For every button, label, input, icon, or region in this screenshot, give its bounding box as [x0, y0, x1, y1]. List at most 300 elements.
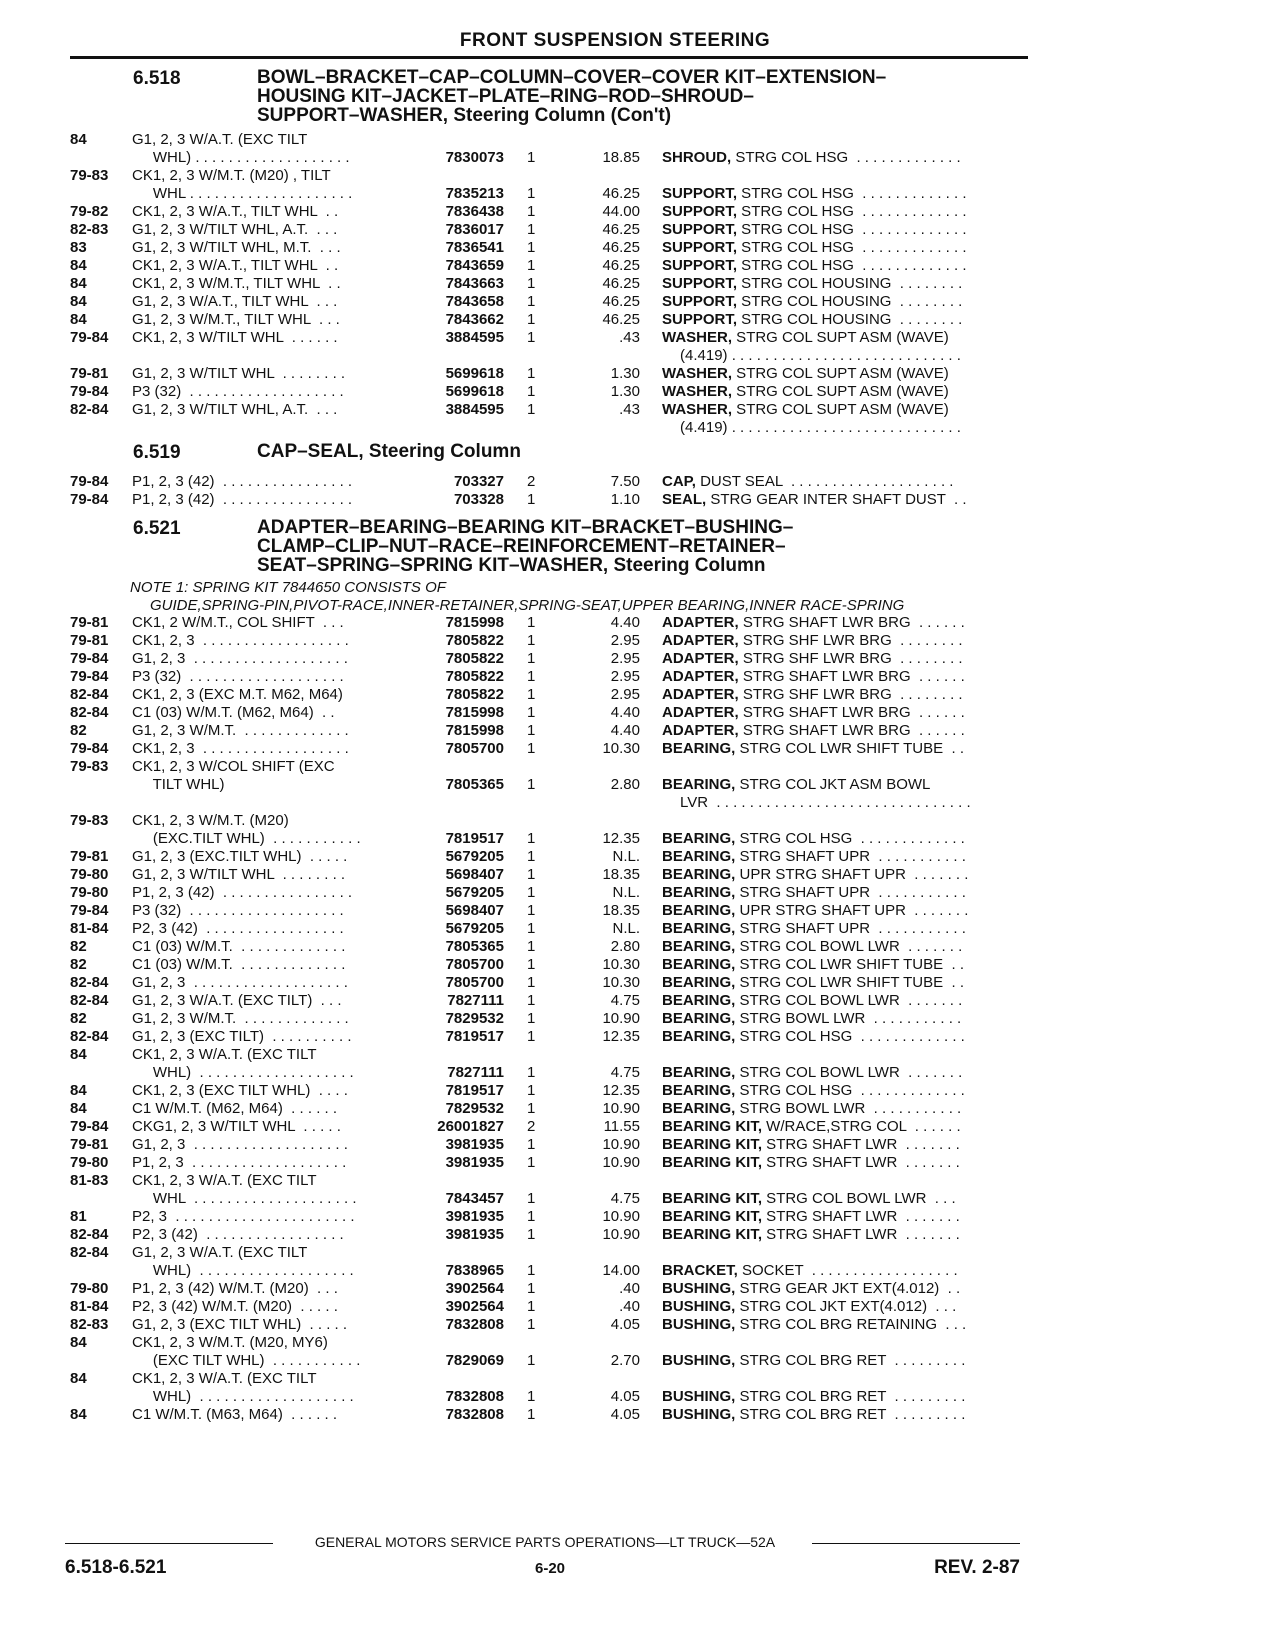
- part-number: 7829532: [445, 1100, 504, 1117]
- part-name: ADAPTER,: [662, 722, 739, 739]
- footer-publisher: GENERAL MOTORS SERVICE PARTS OPERATIONS—LT TRUCK—52A: [314, 1534, 776, 1550]
- application: G1, 2, 3 W/TILT WHL, A.T. . . .: [132, 221, 338, 238]
- table-row: [0, 1135, 1280, 1154]
- application: WHL . . . . . . . . . . . . . . . . . . . .: [132, 185, 353, 202]
- application: CK1, 2, 3 (EXC M.T. M62, M64): [132, 686, 343, 703]
- price: 1.30: [610, 365, 640, 382]
- part-description: STRG COL HSG . . . . . . . . . . . . .: [735, 1028, 965, 1045]
- part-number: 3884595: [445, 401, 504, 418]
- application: P2, 3 (42) . . . . . . . . . . . . . . . . .: [132, 920, 344, 937]
- price: 4.05: [610, 1316, 640, 1333]
- description: [662, 238, 967, 257]
- application: P1, 2, 3 (42) . . . . . . . . . . . . . . . .: [132, 491, 353, 508]
- description: [662, 292, 962, 311]
- application: G1, 2, 3 W/M.T., TILT WHL . . .: [132, 311, 340, 328]
- part-name: CAP,: [662, 473, 696, 490]
- description: [662, 739, 964, 758]
- price: 46.25: [602, 293, 640, 310]
- part-number: 7805365: [445, 938, 504, 955]
- price: 7.50: [610, 473, 640, 490]
- quantity: 1: [527, 239, 536, 256]
- price: 10.90: [602, 1154, 640, 1171]
- model-years: 82: [70, 1010, 87, 1027]
- description: [662, 400, 949, 419]
- model-years: 79-84: [70, 740, 109, 757]
- description: [662, 1261, 958, 1280]
- application: TILT WHL): [132, 776, 225, 793]
- model-years: 79-80: [70, 1154, 109, 1171]
- part-description: STRG COL HSG . . . . . . . . . . . . .: [737, 239, 967, 256]
- description: [662, 1387, 965, 1406]
- model-years: 79-82: [70, 203, 109, 220]
- quantity: 1: [527, 311, 536, 328]
- part-description: UPR STRG SHAFT UPR . . . . . . .: [735, 866, 969, 883]
- part-description: STRG COL SUPT ASM (WAVE): [732, 401, 949, 418]
- part-name: BUSHING,: [662, 1406, 736, 1423]
- part-number: 3884595: [445, 329, 504, 346]
- price: .43: [619, 329, 640, 346]
- application: G1, 2, 3 W/M.T. . . . . . . . . . . . . .: [132, 1010, 349, 1027]
- quantity: 1: [527, 1190, 536, 1207]
- part-name: BEARING,: [662, 830, 736, 847]
- description: [680, 418, 961, 437]
- part-description: STRG COL HSG . . . . . . . . . . . . .: [735, 1082, 965, 1099]
- table-row: [0, 919, 1280, 938]
- part-description: STRG COL BRG RET . . . . . . . . .: [735, 1388, 966, 1405]
- model-years: 79-80: [70, 884, 109, 901]
- part-number: 7838965: [445, 1262, 504, 1279]
- part-name: SUPPORT,: [662, 311, 738, 328]
- description: [662, 901, 968, 920]
- description: [662, 937, 962, 956]
- quantity: 1: [527, 1082, 536, 1099]
- description: [662, 919, 966, 938]
- application: G1, 2, 3 W/A.T., TILT WHL . . .: [132, 293, 338, 310]
- part-description: STRG COL HSG . . . . . . . . . . . . .: [737, 257, 967, 274]
- application: CK1, 2, 3 W/M.T. (M20): [132, 812, 289, 829]
- description: [662, 1189, 956, 1208]
- model-years: 79-84: [70, 473, 109, 490]
- table-row: [0, 955, 1280, 974]
- table-row: [0, 1351, 1280, 1370]
- part-name: ADAPTER,: [662, 686, 739, 703]
- quantity: 1: [527, 1136, 536, 1153]
- table-row: [0, 847, 1280, 866]
- price: .40: [619, 1280, 640, 1297]
- application: G1, 2, 3 (EXC TILT WHL) . . . . .: [132, 1316, 348, 1333]
- part-name: WASHER,: [662, 329, 733, 346]
- price: 18.35: [602, 902, 640, 919]
- quantity: 1: [527, 257, 536, 274]
- part-description: STRG COL BOWL LWR . . . . . . .: [735, 1064, 963, 1081]
- table-row: [0, 721, 1280, 740]
- table-row: [0, 184, 1280, 203]
- description: [662, 1081, 965, 1100]
- price: 2.70: [610, 1352, 640, 1369]
- part-name: WASHER,: [662, 383, 733, 400]
- price: 4.40: [610, 704, 640, 721]
- part-number: 7805822: [445, 632, 504, 649]
- model-years: 84: [70, 1082, 87, 1099]
- part-description: STRG COL LWR SHIFT TUBE . .: [735, 956, 964, 973]
- part-name: WASHER,: [662, 365, 733, 382]
- part-description: (4.419) . . . . . . . . . . . . . . . . . . . . . . . . . . . .: [680, 347, 961, 364]
- part-description: STRG SHAFT LWR BRG . . . . . .: [738, 614, 965, 631]
- part-number: 7832808: [445, 1316, 504, 1333]
- footer-section-range: 6.518-6.521: [65, 1557, 167, 1578]
- application: G1, 2, 3 . . . . . . . . . . . . . . . . . . .: [132, 650, 348, 667]
- part-description: STRG COL SUPT ASM (WAVE): [732, 365, 949, 382]
- description: [662, 1279, 960, 1298]
- quantity: 1: [527, 293, 536, 310]
- price: 4.05: [610, 1388, 640, 1405]
- part-description: STRG SHAFT LWR . . . . . . .: [762, 1226, 960, 1243]
- part-name: BEARING,: [662, 1100, 736, 1117]
- footer-rule-right: [812, 1543, 1020, 1544]
- price: 10.90: [602, 1226, 640, 1243]
- table-row: [0, 973, 1280, 992]
- application: CKG1, 2, 3 W/TILT WHL . . . . .: [132, 1118, 341, 1135]
- table-row: [0, 346, 1280, 365]
- model-years: 79-81: [70, 1136, 109, 1153]
- model-years: 84: [70, 1370, 87, 1387]
- price: 10.30: [602, 740, 640, 757]
- part-description: STRG COL HSG . . . . . . . . . . . . .: [731, 149, 961, 166]
- part-name: ADAPTER,: [662, 632, 739, 649]
- footer-page-number: 6-20: [534, 1560, 566, 1577]
- description: [662, 1225, 960, 1244]
- quantity: 1: [527, 275, 536, 292]
- table-row: [0, 649, 1280, 668]
- table-row: [0, 1225, 1280, 1244]
- part-description: LVR . . . . . . . . . . . . . . . . . . . . . . . . . . . . . . .: [680, 794, 971, 811]
- model-years: 79-81: [70, 632, 109, 649]
- part-number: 703328: [453, 491, 504, 508]
- model-years: 82: [70, 956, 87, 973]
- price: 46.25: [602, 185, 640, 202]
- model-years: 84: [70, 293, 87, 310]
- part-description: STRG COL HSG . . . . . . . . . . . . .: [737, 221, 967, 238]
- application: P2, 3 (42) W/M.T. (M20) . . . . .: [132, 1298, 338, 1315]
- part-name: BEARING,: [662, 992, 736, 1009]
- footer-revision: REV. 2-87: [934, 1557, 1020, 1578]
- description: [662, 703, 965, 722]
- table-row: [0, 274, 1280, 293]
- application: G1, 2, 3 W/TILT WHL . . . . . . . .: [132, 365, 346, 382]
- model-years: 79-84: [70, 650, 109, 667]
- part-description: (4.419) . . . . . . . . . . . . . . . . . . . . . . . . . . . .: [680, 419, 961, 436]
- section-number: 6.521: [133, 518, 181, 539]
- table-row: [0, 1027, 1280, 1046]
- part-description: STRG SHF LWR BRG . . . . . . . .: [738, 632, 963, 649]
- application: CK1, 2, 3 W/A.T. (EXC TILT: [132, 1370, 317, 1387]
- table-row: [0, 364, 1280, 383]
- table-row: [0, 613, 1280, 632]
- table-row: [0, 703, 1280, 722]
- model-years: 82-84: [70, 992, 109, 1009]
- part-number: 7832808: [445, 1406, 504, 1423]
- quantity: 1: [527, 365, 536, 382]
- table-row: [0, 382, 1280, 401]
- part-name: SUPPORT,: [662, 275, 738, 292]
- model-years: 84: [70, 131, 87, 148]
- price: N.L.: [612, 848, 640, 865]
- description: [662, 667, 965, 686]
- application: C1 (03) W/M.T. (M62, M64) . .: [132, 704, 335, 721]
- model-years: 83: [70, 239, 87, 256]
- part-number: 5699618: [445, 383, 504, 400]
- quantity: 1: [527, 848, 536, 865]
- part-number: 703327: [453, 473, 504, 490]
- table-row: [0, 1405, 1280, 1424]
- description: [680, 793, 971, 812]
- price: 11.55: [603, 1118, 640, 1135]
- table-row: [0, 829, 1280, 848]
- application: CK1, 2, 3 W/M.T. (M20) , TILT: [132, 167, 331, 184]
- part-description: STRG GEAR INTER SHAFT DUST . .: [706, 491, 967, 508]
- part-name: BEARING,: [662, 938, 736, 955]
- table-row: [0, 991, 1280, 1010]
- description: [662, 202, 967, 221]
- description: [662, 1027, 965, 1046]
- quantity: 1: [527, 491, 536, 508]
- price: 2.80: [610, 938, 640, 955]
- part-name: BEARING,: [662, 1028, 736, 1045]
- model-years: 84: [70, 1100, 87, 1117]
- part-number: 3902564: [445, 1298, 504, 1315]
- part-name: ADAPTER,: [662, 614, 739, 631]
- part-name: BEARING,: [662, 902, 736, 919]
- quantity: 1: [527, 614, 536, 631]
- description: [662, 1009, 961, 1028]
- quantity: 1: [527, 830, 536, 847]
- part-description: DUST SEAL . . . . . . . . . . . . . . . . . . . .: [695, 473, 954, 490]
- price: 4.05: [610, 1406, 640, 1423]
- table-row: [0, 328, 1280, 347]
- application: WHL) . . . . . . . . . . . . . . . . . . .: [132, 149, 350, 166]
- application: WHL . . . . . . . . . . . . . . . . . . . .: [132, 1190, 357, 1207]
- table-row: [0, 1369, 1280, 1388]
- section-title-line: HOUSING KIT–JACKET–PLATE–RING–ROD–SHROUD–: [257, 86, 754, 107]
- section-title-line: CLAMP–CLIP–NUT–RACE–REINFORCEMENT–RETAINER–: [257, 536, 786, 557]
- quantity: 1: [527, 632, 536, 649]
- part-name: SUPPORT,: [662, 185, 738, 202]
- model-years: 84: [70, 257, 87, 274]
- part-name: BEARING,: [662, 974, 736, 991]
- model-years: 82: [70, 938, 87, 955]
- part-number: 7836438: [445, 203, 504, 220]
- application: CK1, 2, 3 W/A.T., TILT WHL . .: [132, 257, 339, 274]
- quantity: 1: [527, 1406, 536, 1423]
- part-number: 7829532: [445, 1010, 504, 1027]
- quantity: 1: [527, 1208, 536, 1225]
- price: 2.95: [610, 632, 640, 649]
- price: 10.30: [602, 956, 640, 973]
- section-title-line: BOWL–BRACKET–CAP–COLUMN–COVER–COVER KIT–EXTENSION–: [257, 67, 887, 88]
- part-description: STRG SHAFT LWR BRG . . . . . .: [738, 704, 965, 721]
- quantity: 2: [527, 1118, 536, 1135]
- quantity: 1: [527, 1226, 536, 1243]
- part-name: BUSHING,: [662, 1316, 736, 1333]
- description: [662, 490, 967, 509]
- part-description: STRG COL SUPT ASM (WAVE): [732, 329, 949, 346]
- table-row: [0, 1117, 1280, 1136]
- part-name: SUPPORT,: [662, 221, 738, 238]
- table-row: [0, 865, 1280, 884]
- table-row: [0, 1099, 1280, 1118]
- model-years: 79-84: [70, 1118, 109, 1135]
- quantity: 1: [527, 956, 536, 973]
- model-years: 82-84: [70, 401, 109, 418]
- application: CK1, 2, 3 W/M.T. (M20, MY6): [132, 1334, 328, 1351]
- model-years: 82-84: [70, 704, 109, 721]
- part-description: UPR STRG SHAFT UPR . . . . . . .: [735, 902, 969, 919]
- part-description: STRG COL HSG . . . . . . . . . . . . .: [735, 830, 965, 847]
- application: G1, 2, 3 . . . . . . . . . . . . . . . . . . .: [132, 974, 348, 991]
- part-name: SUPPORT,: [662, 293, 738, 310]
- price: .43: [619, 401, 640, 418]
- quantity: 1: [527, 920, 536, 937]
- price: N.L.: [612, 920, 640, 937]
- description: [662, 472, 953, 491]
- quantity: 1: [527, 1280, 536, 1297]
- part-number: 7836541: [445, 239, 504, 256]
- part-description: STRG COL BOWL LWR . . .: [762, 1190, 956, 1207]
- quantity: 1: [527, 974, 536, 991]
- part-name: BEARING,: [662, 866, 736, 883]
- application: P1, 2, 3 (42) . . . . . . . . . . . . . . . .: [132, 473, 353, 490]
- table-row: [0, 631, 1280, 650]
- table-row: [0, 472, 1280, 491]
- part-number: 7805700: [445, 740, 504, 757]
- application: P3 (32) . . . . . . . . . . . . . . . . . . .: [132, 668, 344, 685]
- quantity: 1: [527, 203, 536, 220]
- model-years: 79-83: [70, 758, 109, 775]
- price: 4.40: [610, 722, 640, 739]
- application: CK1, 2 W/M.T., COL SHIFT . . .: [132, 614, 344, 631]
- price: 4.75: [610, 1190, 640, 1207]
- table-row: [0, 1063, 1280, 1082]
- price: 12.35: [602, 1028, 640, 1045]
- part-description: STRG SHAFT LWR . . . . . . .: [762, 1154, 960, 1171]
- table-row: [0, 1171, 1280, 1190]
- part-number: 5679205: [445, 920, 504, 937]
- description: [662, 310, 962, 329]
- application: G1, 2, 3 W/TILT WHL, A.T. . . .: [132, 401, 338, 418]
- part-description: STRG SHAFT UPR . . . . . . . . . . .: [735, 848, 966, 865]
- price: 10.30: [602, 974, 640, 991]
- description: [662, 649, 963, 668]
- description: [662, 1135, 960, 1154]
- price: 10.90: [602, 1100, 640, 1117]
- table-row: [0, 757, 1280, 776]
- application: CK1, 2, 3 . . . . . . . . . . . . . . . . . .: [132, 632, 349, 649]
- model-years: 79-83: [70, 167, 109, 184]
- part-description: STRG COL BRG RET . . . . . . . . .: [735, 1406, 966, 1423]
- part-name: BEARING,: [662, 1010, 736, 1027]
- price: 2.95: [610, 650, 640, 667]
- description: [662, 721, 965, 740]
- part-description: STRG SHAFT UPR . . . . . . . . . . .: [735, 884, 966, 901]
- table-row: [0, 1207, 1280, 1226]
- part-name: SUPPORT,: [662, 203, 738, 220]
- table-row: [0, 685, 1280, 704]
- quantity: 1: [527, 1352, 536, 1369]
- quantity: 1: [527, 668, 536, 685]
- model-years: 82-83: [70, 221, 109, 238]
- table-row: [0, 130, 1280, 149]
- part-number: 3902564: [445, 1280, 504, 1297]
- part-description: STRG COL HOUSING . . . . . . . .: [737, 275, 963, 292]
- table-row: [0, 310, 1280, 329]
- model-years: 82-84: [70, 1244, 109, 1261]
- application: WHL) . . . . . . . . . . . . . . . . . . .: [132, 1388, 354, 1405]
- part-description: STRG COL BRG RET . . . . . . . . .: [735, 1352, 966, 1369]
- price: 46.25: [602, 257, 640, 274]
- part-number: 5679205: [445, 848, 504, 865]
- table-row: [0, 667, 1280, 686]
- model-years: 82-84: [70, 686, 109, 703]
- description: [662, 256, 967, 275]
- quantity: 1: [527, 1154, 536, 1171]
- part-description: STRG COL JKT ASM BOWL: [735, 776, 931, 793]
- quantity: 1: [527, 1298, 536, 1315]
- price: 4.75: [610, 992, 640, 1009]
- part-name: BEARING,: [662, 776, 736, 793]
- description: [662, 865, 968, 884]
- description: [662, 364, 949, 383]
- part-number: 7832808: [445, 1388, 504, 1405]
- price: .40: [619, 1298, 640, 1315]
- description: [662, 1063, 962, 1082]
- quantity: 1: [527, 1010, 536, 1027]
- description: [662, 382, 949, 401]
- part-number: 7815998: [445, 614, 504, 631]
- quantity: 1: [527, 401, 536, 418]
- table-row: [0, 418, 1280, 437]
- price: 10.90: [602, 1136, 640, 1153]
- application: CK1, 2, 3 W/M.T., TILT WHL . .: [132, 275, 341, 292]
- part-name: ADAPTER,: [662, 668, 739, 685]
- description: [662, 1405, 965, 1424]
- quantity: 1: [527, 1100, 536, 1117]
- description: [662, 1207, 960, 1226]
- table-row: [0, 1243, 1280, 1262]
- part-description: STRG COL HOUSING . . . . . . . .: [737, 293, 963, 310]
- quantity: 1: [527, 992, 536, 1009]
- part-description: STRG BOWL LWR . . . . . . . . . . .: [735, 1010, 962, 1027]
- price: 18.35: [602, 866, 640, 883]
- description: [662, 829, 965, 848]
- part-description: STRG COL HOUSING . . . . . . . .: [737, 311, 963, 328]
- quantity: 1: [527, 383, 536, 400]
- quantity: 1: [527, 185, 536, 202]
- description: [662, 1153, 960, 1172]
- part-name: BEARING,: [662, 920, 736, 937]
- application: WHL) . . . . . . . . . . . . . . . . . . .: [132, 1064, 354, 1081]
- quantity: 1: [527, 776, 536, 793]
- model-years: 82-84: [70, 1226, 109, 1243]
- part-number: 5679205: [445, 884, 504, 901]
- model-years: 84: [70, 1334, 87, 1351]
- application: CK1, 2, 3 W/COL SHIFT (EXC: [132, 758, 335, 775]
- part-description: STRG COL HSG . . . . . . . . . . . . .: [737, 185, 967, 202]
- model-years: 84: [70, 1406, 87, 1423]
- application: P1, 2, 3 (42) W/M.T. (M20) . . .: [132, 1280, 338, 1297]
- part-name: BEARING KIT,: [662, 1136, 763, 1153]
- price: 46.25: [602, 221, 640, 238]
- quantity: 1: [527, 1316, 536, 1333]
